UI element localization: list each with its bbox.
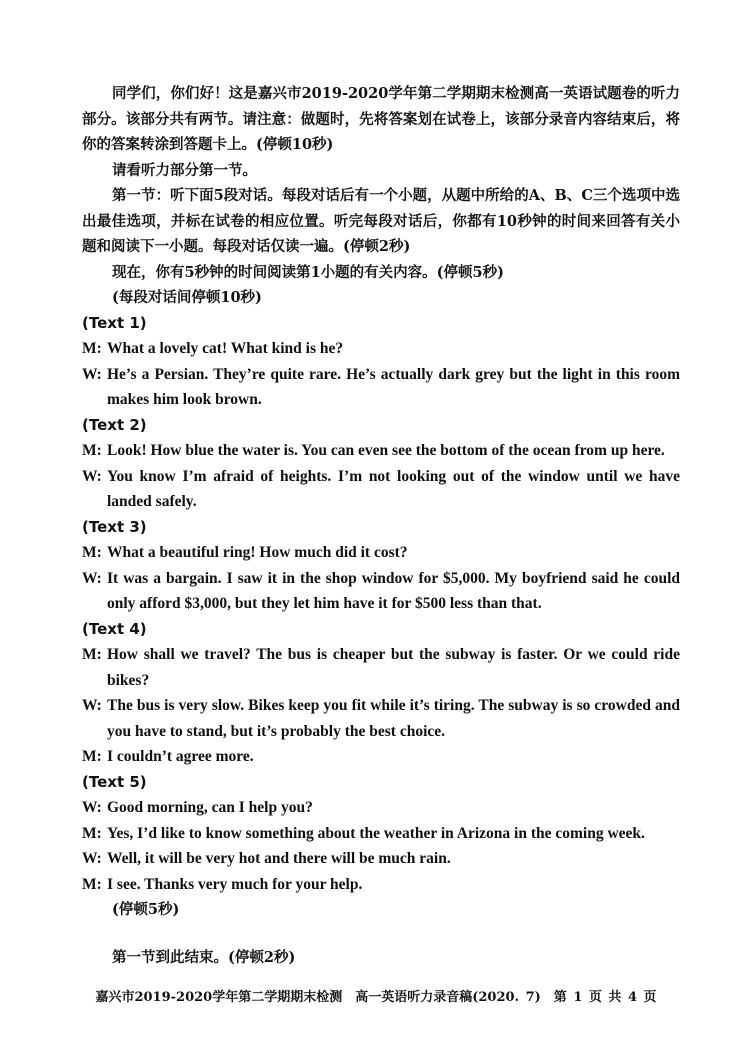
dialogue-text: I couldn’t agree more. [107,748,254,765]
dialogue-line [82,744,680,770]
dialogue-text: Well, it will be very hot and there will be much rain. [107,850,451,867]
dialogue-line [82,693,680,744]
dialogue-line [82,642,680,693]
intro-paragraph-1: 同学们，你们好！这是嘉兴市2019-2020学年第二学期期末检测高一英语试题卷的听力部分。该部分共有两节。请注意：做题时，先将答案划在试卷上，该部分录音内容结束后，将你的答案转涂到答题卡上。(停顿10秒) [82,85,680,153]
dialogue-text: He’s a Persian. They’re quite rare. He’s actually dark grey but the light in this room makes him look brown. [107,365,680,408]
speaker-label: W: [82,697,102,714]
dialogue-line [82,464,680,515]
dialogue-text: I see. Thanks very much for your help. [107,875,363,893]
dialogue-line [82,566,680,617]
speaker-label: M: [82,748,102,765]
text-3-heading: (Text 3) [82,517,147,536]
dialogue-line [82,846,680,872]
pause-end-note: (停顿5秒) [112,901,180,918]
intro-paragraph-4: 现在，你有5秒钟的时间阅读第1小题的有关内容。(停顿5秒) [112,263,504,281]
dialogue-line [82,795,680,821]
dialogue-text: It was a bargain. I saw it in the shop window for $5,000. My boyfriend said he could only afford $3,000, but they let him have it for $500 less than that. [107,569,680,612]
dialogue-text: How shall we travel? The bus is cheaper but the subway is faster. Or we could ride bikes? [107,646,680,689]
dialogue-text: What a beautiful ring! How much did it cost? [107,544,408,561]
page-footer: 嘉兴市2019-2020学年第二学期期末检测 高一英语听力录音稿(2020. 7) 第 1 页 共 4 页 [95,990,657,1005]
dialogue-text: You know I’m afraid of heights. I’m not looking out of the window until we have landed safely. [107,467,680,510]
speaker-label: W: [82,569,102,587]
text-1-heading: (Text 1) [82,313,147,332]
text-2-heading: (Text 2) [82,415,147,434]
text-4-heading: (Text 4) [82,619,147,638]
dialogue-line [82,540,680,566]
speaker-label: M: [82,646,102,663]
dialogue-line [82,362,680,413]
speaker-label: M: [82,875,102,893]
speaker-label: M: [82,340,102,357]
text-5-heading: (Text 5) [82,772,147,791]
dialogue-line [82,438,680,464]
speaker-label: M: [82,824,102,842]
dialogue-text: The bus is very slow. Bikes keep you fit while it’s tiring. The subway is so crowded and you have to stand, but it’s probably the best choice. [107,697,680,740]
pause-between-note: (每段对话间停顿10秒) [112,289,262,306]
dialogue-text: Look! How blue the water is. You can even see the bottom of the ocean from up here. [107,442,665,459]
section-end-note: 第一节到此结束。(停顿2秒) [112,948,296,966]
intro-paragraph-2: 请看听力部分第一节。 [112,161,257,179]
dialogue-text: Yes, I’d like to know something about the weather in Arizona in the coming week. [107,824,645,842]
dialogue-line [82,336,680,362]
dialogue-text: What a lovely cat! What kind is he? [107,340,344,357]
speaker-label: M: [82,544,102,561]
speaker-label: W: [82,365,102,383]
dialogue-line [82,821,680,847]
speaker-label: W: [82,799,102,816]
dialogue-text: Good morning, can I help you? [107,799,313,816]
intro-paragraph-3: 第一节：听下面5段对话。每段对话后有一个小题，从题中所给的A、B、C三个选项中选出最佳选项，并标在试卷的相应位置。听完每段对话后，你都有10秒钟的时间来回答有关小题和阅读下一小题。每段对话仅读一遍。(停顿2秒) [82,187,680,255]
dialogue-line [82,872,680,898]
speaker-label: W: [82,850,102,867]
speaker-label: W: [82,467,102,485]
spacer [82,923,680,945]
speaker-label: M: [82,442,102,459]
